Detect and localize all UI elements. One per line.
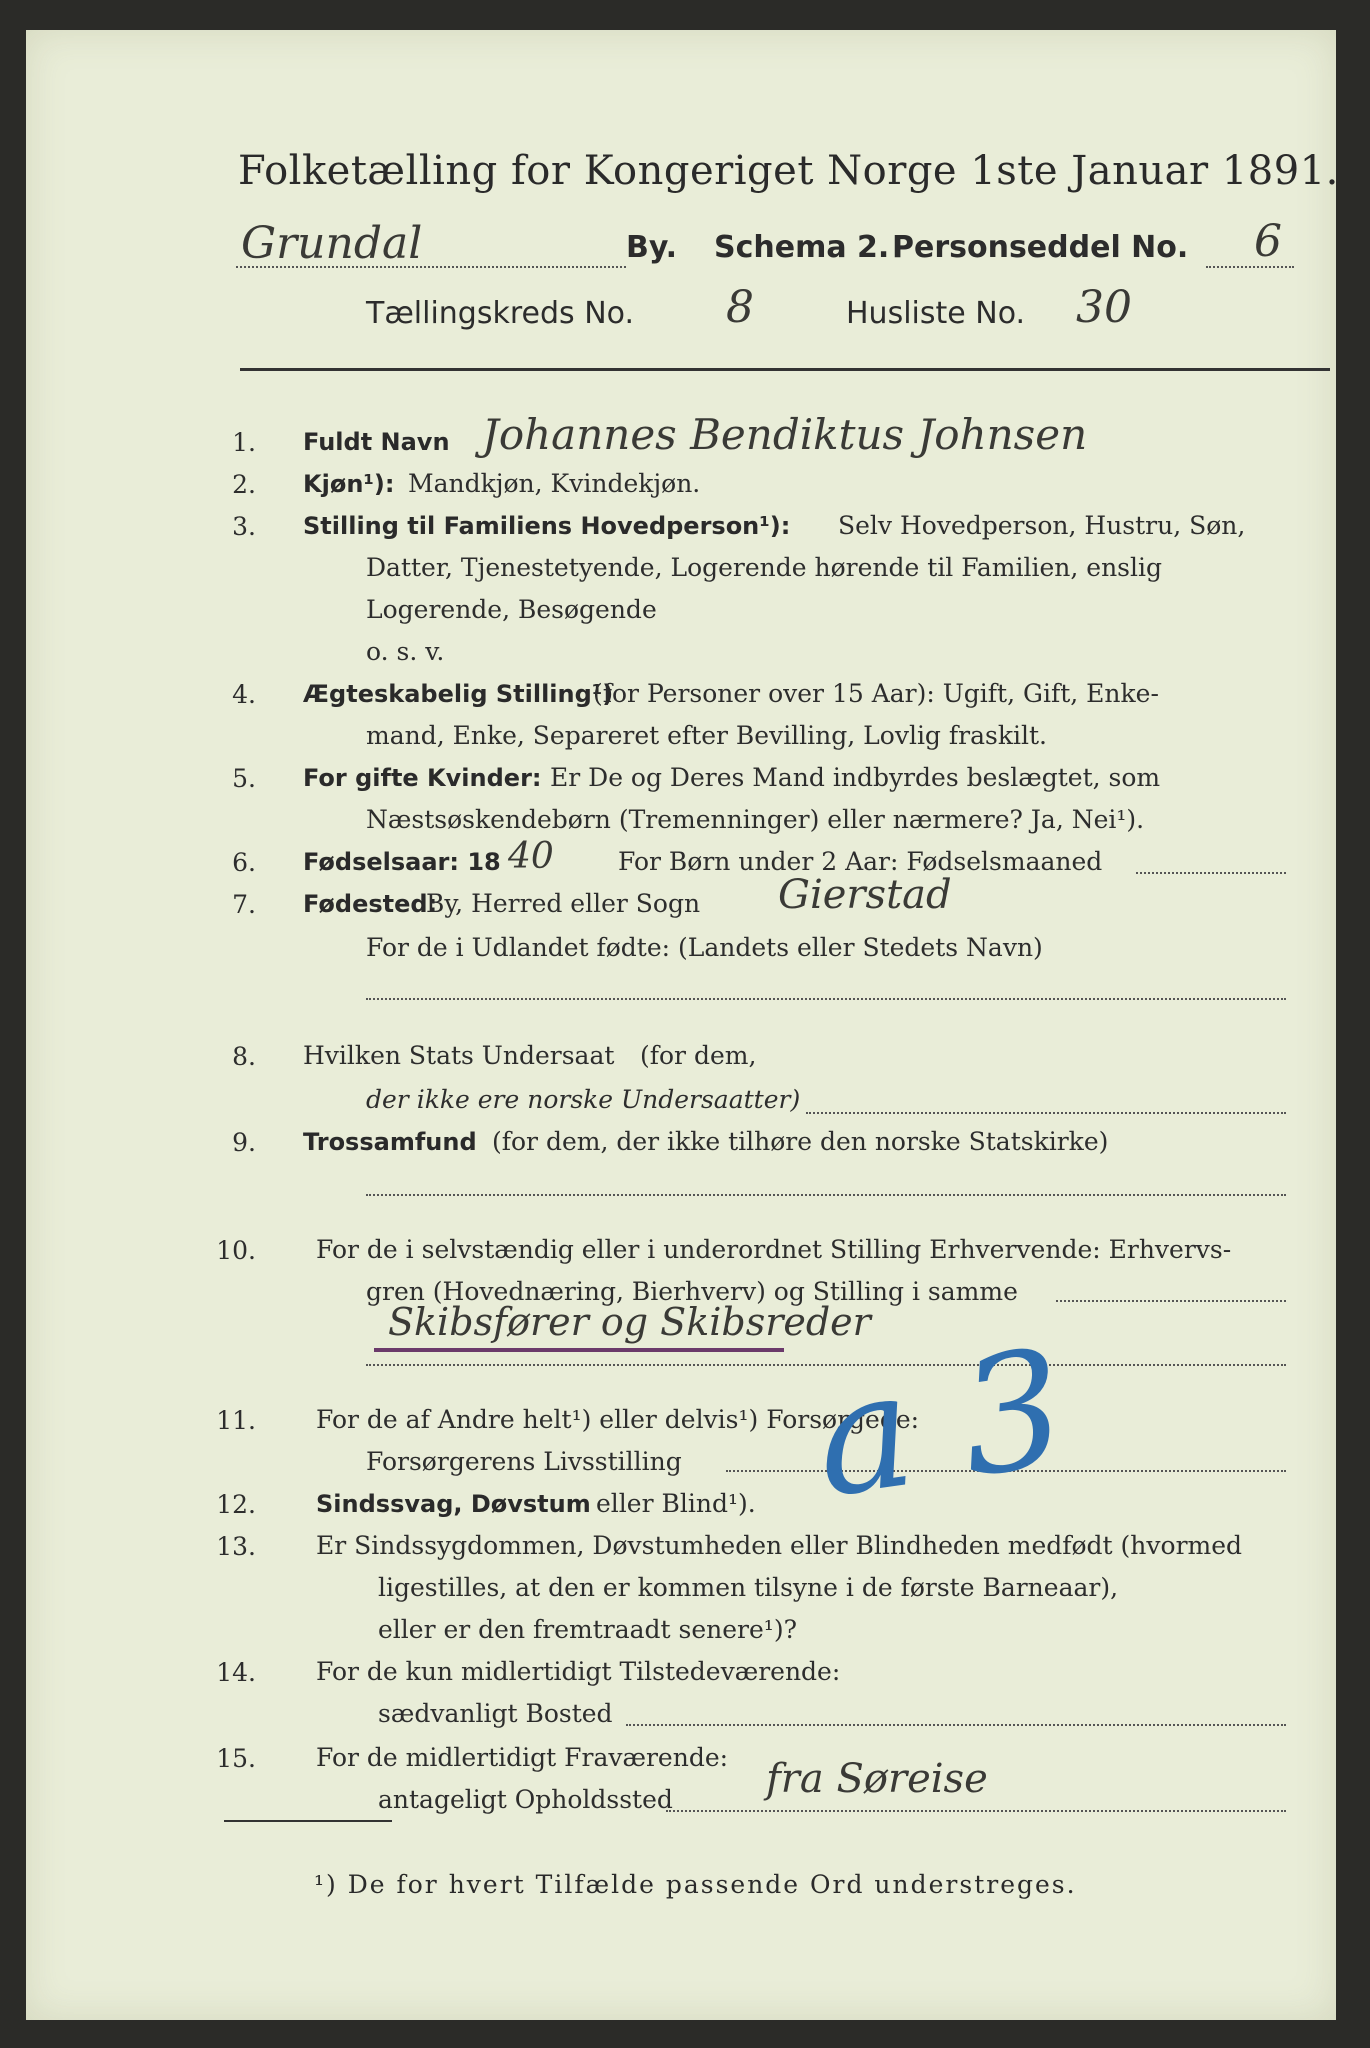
q11-line1: For de af Andre helt¹) eller delvis¹) Forsørgede: xyxy=(316,1405,920,1434)
q2-text: Mandkjøn, Kvindekjøn. xyxy=(408,469,701,498)
q14-dotted-line xyxy=(626,1724,1286,1726)
q13-line3: eller er den fremtraadt senere¹)? xyxy=(378,1615,797,1644)
q7-line2: For de i Udlandet fødte: (Landets eller Stedets Navn) xyxy=(366,933,1043,962)
q15-dotted-line xyxy=(666,1810,1286,1812)
q7-dotted-line xyxy=(366,998,1286,1000)
q1-number: 1. xyxy=(232,428,256,457)
q6-number: 6. xyxy=(232,848,256,877)
q9-label: Trossamfund xyxy=(303,1128,477,1156)
q3-line1: Selv Hovedperson, Hustru, Søn, xyxy=(838,511,1246,540)
form-title: Folketælling for Kongeriget Norge 1ste Januar 1891. xyxy=(238,148,1339,194)
q6-label: Fødselsaar: 18 xyxy=(303,848,501,876)
q13-number: 13. xyxy=(216,1532,256,1561)
q11-number: 11. xyxy=(216,1406,256,1435)
q6-text: For Børn under 2 Aar: Fødselsmaaned xyxy=(618,847,1103,876)
q11-line2: Forsørgerens Livsstilling xyxy=(366,1447,682,1476)
q1-label: Fuldt Navn xyxy=(303,428,450,456)
q3-line2: Datter, Tjenestetyende, Logerende hørende til Familien, enslig xyxy=(366,553,1163,582)
blue-margin-mark: a 3 xyxy=(804,1313,1076,1534)
schema-label: Schema 2. xyxy=(714,230,890,265)
q8-line2: der ikke ere norske Undersaatter) xyxy=(366,1085,801,1114)
personseddel-label: Personseddel No. xyxy=(892,230,1189,265)
q7-answer: Gierstad xyxy=(778,872,952,918)
q5-line2: Næstsøskendebørn (Tremenninger) eller nærmere? Ja, Nei¹). xyxy=(366,805,1145,834)
q9-text: (for dem, der ikke tilhøre den norske Statskirke) xyxy=(492,1127,1109,1156)
q4-label: Ægteskabelig Stilling¹) xyxy=(303,680,614,708)
q10-line1: For de i selvstændig eller i underordnet Stilling Erhvervende: Erhvervs- xyxy=(316,1235,1232,1264)
q10-number: 10. xyxy=(216,1236,256,1265)
q9-dotted-line xyxy=(366,1194,1286,1196)
q10-answer: Skibsfører og Skibsreder xyxy=(388,1300,871,1344)
q10-line2: gren (Hovednæring, Bierhverv) og Stilling i samme xyxy=(366,1277,1018,1306)
q8-number: 8. xyxy=(232,1042,256,1071)
q6-answer: 40 xyxy=(508,836,554,877)
q5-label: For gifte Kvinder: xyxy=(303,764,542,792)
q5-number: 5. xyxy=(232,764,256,793)
q8-line1: (for dem, xyxy=(640,1041,757,1070)
q15-line1: For de midlertidigt Fraværende: xyxy=(316,1743,729,1772)
q13-line2: ligestilles, at den er kommen tilsyne i de første Barneaar), xyxy=(378,1573,1119,1602)
q12-number: 12. xyxy=(216,1490,256,1519)
q6-dotted-line xyxy=(1136,872,1286,874)
q14-line2: sædvanligt Bosted xyxy=(378,1699,613,1728)
q13-line1: Er Sindssygdommen, Døvstumheden eller Blindheden medfødt (hvormed xyxy=(316,1531,1243,1560)
q10-dotted-line-1 xyxy=(1056,1300,1286,1302)
q15-answer: fra Søreise xyxy=(766,1756,988,1802)
husliste-number: 30 xyxy=(1076,282,1132,333)
q10-answer-underline xyxy=(374,1348,784,1352)
q3-label: Stilling til Familiens Hovedperson¹): xyxy=(303,512,791,540)
footnote-rule xyxy=(224,1820,392,1822)
q4-line1: (for Personer over 15 Aar): Ugift, Gift, Enke- xyxy=(593,679,1159,708)
q9-number: 9. xyxy=(232,1128,256,1157)
q14-line1: For de kun midlertidigt Tilstedeværende: xyxy=(316,1657,841,1686)
personseddel-dotted-line xyxy=(1206,266,1294,268)
header-rule xyxy=(240,368,1330,371)
q8-dotted-line xyxy=(806,1112,1286,1114)
q3-line4: o. s. v. xyxy=(366,637,445,666)
q7-label: Fødested: xyxy=(303,890,438,918)
q7-number: 7. xyxy=(232,890,256,919)
kreds-number: 8 xyxy=(726,282,754,333)
personseddel-number: 6 xyxy=(1254,216,1282,267)
husliste-label: Husliste No. xyxy=(846,296,1026,331)
q12-label: Sindssvag, Døvstum xyxy=(316,1490,591,1518)
q1-answer: Johannes Bendiktus Johnsen xyxy=(482,410,1088,459)
footnote: ¹) De for hvert Tilfælde passende Ord understreges. xyxy=(314,1870,1077,1899)
kreds-label: Tællingskreds No. xyxy=(366,296,634,331)
city-handwritten: Grundal xyxy=(241,218,423,269)
q2-label: Kjøn¹): xyxy=(303,470,395,498)
q5-line1: Er De og Deres Mand indbyrdes beslægtet, som xyxy=(550,763,1161,792)
city-dotted-line xyxy=(236,266,626,268)
q15-number: 15. xyxy=(216,1744,256,1773)
q2-number: 2. xyxy=(232,470,256,499)
q8-label: Hvilken Stats Undersaat xyxy=(303,1041,615,1070)
q14-number: 14. xyxy=(216,1658,256,1687)
census-form xyxy=(26,30,1339,2020)
q4-number: 4. xyxy=(232,680,256,709)
by-label: By. xyxy=(626,230,678,265)
q12-text: eller Blind¹). xyxy=(596,1489,756,1518)
q15-line2: antageligt Opholdssted xyxy=(378,1785,673,1814)
q7-text: By, Herred eller Sogn xyxy=(426,889,701,918)
q4-line2: mand, Enke, Separeret efter Bevilling, Lovlig fraskilt. xyxy=(366,721,1047,750)
q3-number: 3. xyxy=(232,512,256,541)
q3-line3: Logerende, Besøgende xyxy=(366,595,657,624)
